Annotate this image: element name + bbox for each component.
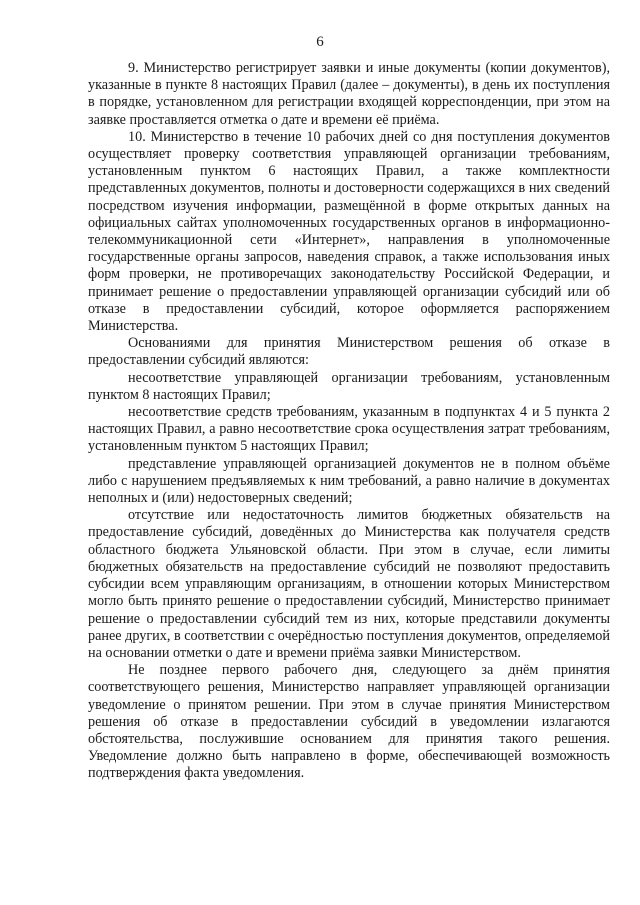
document-body bbox=[88, 60, 610, 783]
notification-paragraph: Не позднее первого рабочего дня, следующего за днём принятия соответствующего решения, Министерство направляет управляющей организации уведомление о принятом решении. При этом в случае принятия Министерством решения об отказе в предоставлении субсидий в уведомлении излагаются обстоятельства, послужившие основанием для принятия такого решения. Уведомление должно быть направлено в форме, обеспечивающей возможность подтверждения факта уведомления. bbox=[88, 662, 610, 782]
refusal-ground-4: отсутствие или недостаточность лимитов бюджетных обязательств на предоставление субсидий, доведённых до Министерства как получателя средств областного бюджета Ульяновской области. При этом в случае, если лимиты бюджетных обязательств на предоставление субсидий не позволяют предоставить субсидии всем управляющим организациям, в отношении которых Министерством могло быть принято решение о предоставлении субсидий, Министерство принимает решение о предоставлении субсидий тем из них, которые представили документы ранее других, в соответствии с очерёдностью поступления документов, определяемой на основании отметки о дате и времени приёма заявки Министерством. bbox=[88, 507, 610, 661]
paragraph-item-10: 10. Министерство в течение 10 рабочих дней со дня поступления документов осуществляет проверку соответствия управляющей организации требованиям, установленным пунктом 6 настоящих Правил, а также комплектности представленных документов, полноты и достоверности содержащихся в них сведений посредством изучения информации, размещённой в форме открытых данных на официальных сайтах уполномоченных государственных органов в информационно-телекоммуникационной сети «Интернет», направления в уполномоченные государственные органы запросов, наведения справок, а также использования иных форм проверки, не противоречащих законодательству Российской Федерации, и принимает решение о предоставлении управляющей организации субсидий или об отказе в предоставлении субсидий, которое оформляется распоряжением Министерства. bbox=[88, 128, 610, 335]
refusal-ground-2: несоответствие средств требованиям, указанным в подпунктах 4 и 5 пункта 2 настоящих Правил, а равно несоответствие срока осуществления затрат требованиям, установленным пунктом 5 настоящих Правил; bbox=[88, 404, 610, 455]
paragraph-item-9: 9. Министерство регистрирует заявки и иные документы (копии документов), указанные в пункте 8 настоящих Правил (далее – документы), в день их поступления в порядке, установленном для регистрации входящей корреспонденции, при этом на заявке проставляется отметка о дате и времени её приёма. bbox=[88, 60, 610, 128]
refusal-ground-1: несоответствие управляющей организации требованиям, установленным пунктом 8 настоящих Правил; bbox=[88, 369, 610, 403]
refusal-grounds-intro: Основаниями для принятия Министерством решения об отказе в предоставлении субсидий являются: bbox=[88, 335, 610, 369]
page-number: 6 bbox=[316, 34, 324, 50]
refusal-ground-3: представление управляющей организацией документов не в полном объёме либо с нарушением предъявляемых к ним требований, а равно наличие в документах неполных и (или) недостоверных сведений; bbox=[88, 455, 610, 507]
